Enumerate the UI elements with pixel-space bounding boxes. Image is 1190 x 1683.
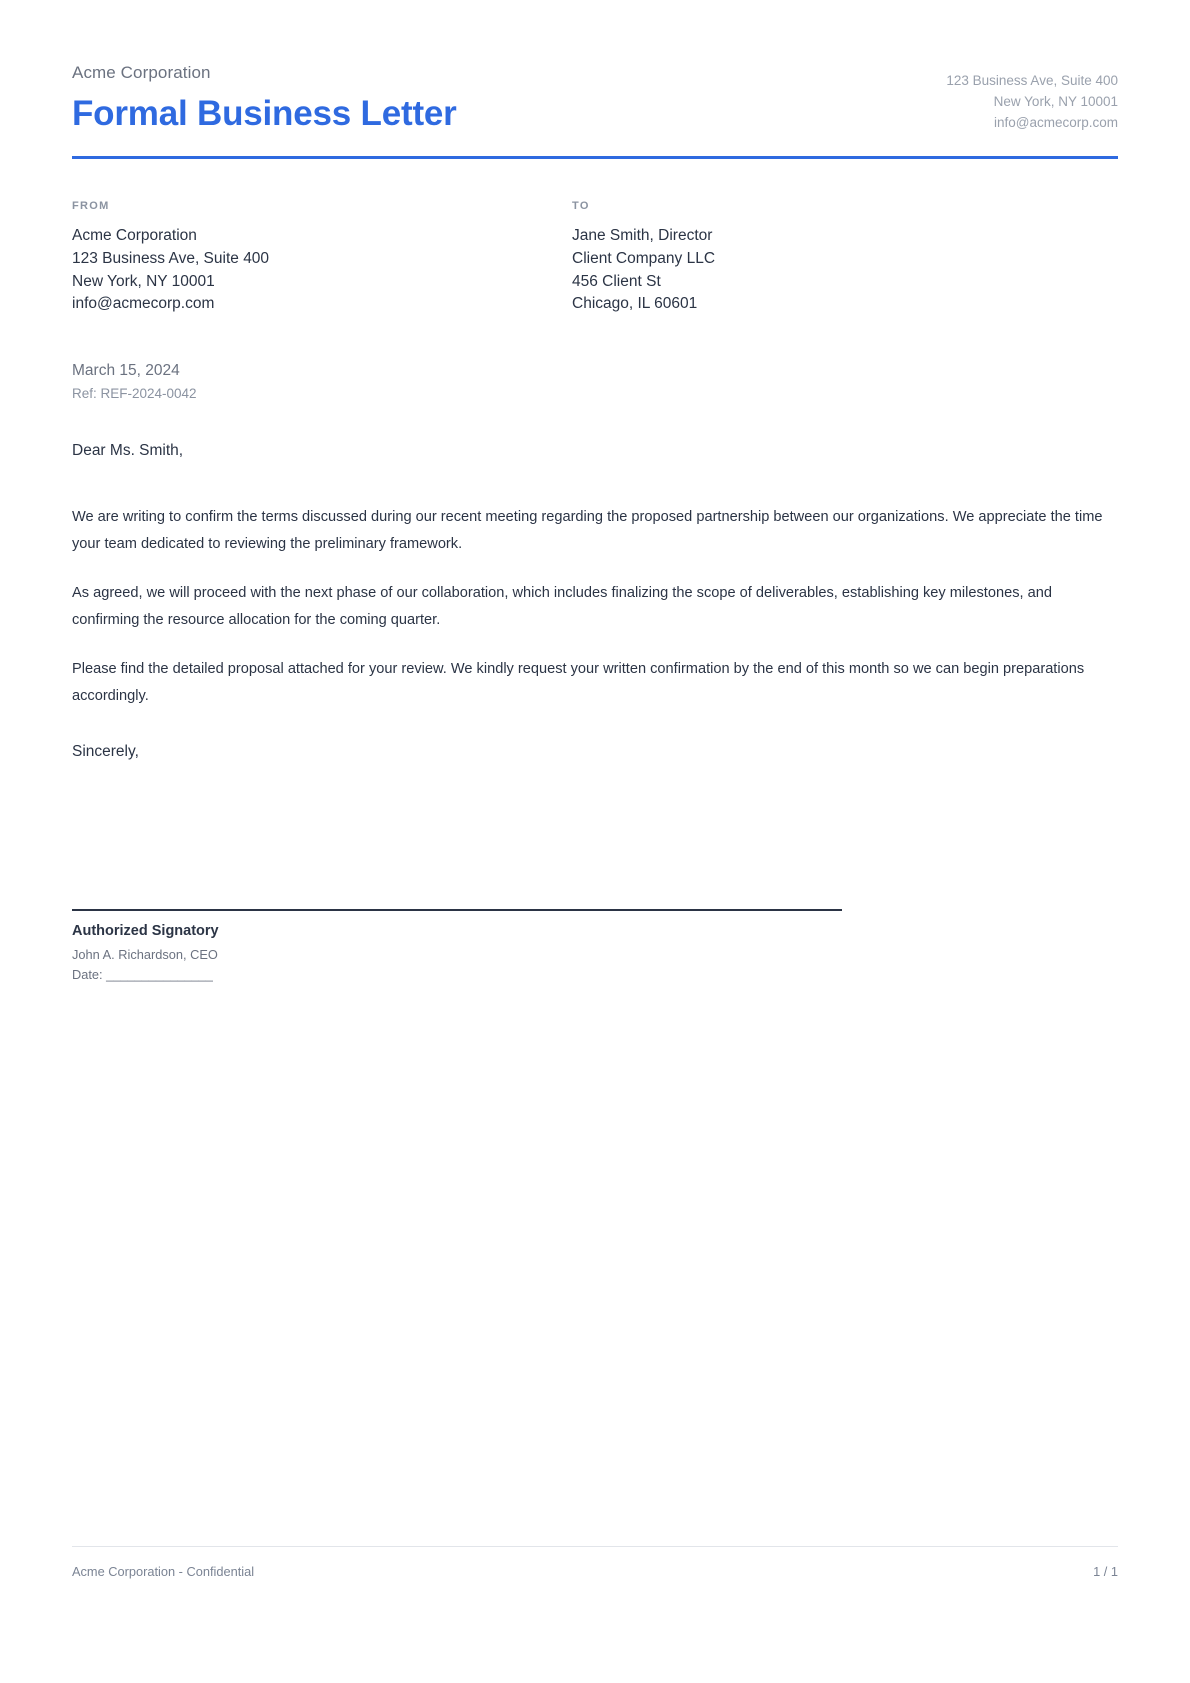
footer-confidentiality-notice: Acme Corporation - Confidential <box>72 1564 255 1579</box>
signatory-title: Authorized Signatory <box>72 922 219 939</box>
from-line: info@acmecorp.com <box>72 295 215 313</box>
letter-body <box>72 504 1118 710</box>
date-reference-block <box>72 359 1118 405</box>
to-address-block <box>572 200 1072 316</box>
closing-salutation: Sincerely, <box>72 742 139 760</box>
page-title: Formal Business Letter <box>72 94 457 134</box>
from-line: 123 Business Ave, Suite 400 <box>72 250 270 268</box>
body-paragraph: Please find the detailed proposal attached for your review. We kindly request your written confirmation by the end of this month so we can begin preparations accordingly. <box>72 661 1085 704</box>
document-footer <box>72 1546 1118 1579</box>
to-line: Client Company LLC <box>572 250 716 268</box>
to-line: 456 Client St <box>572 272 661 290</box>
header-contact-city: New York, NY 10001 <box>993 93 1118 109</box>
address-row <box>72 200 1118 316</box>
footer-row <box>72 1547 1118 1579</box>
signature-block <box>72 909 1118 984</box>
body-paragraph: As agreed, we will proceed with the next phase of our collaboration, which includes finalizing the scope of deliverables, establishing key milestones, and confirming the resource allocation for the coming quarter. <box>72 585 1052 629</box>
organization-name: Acme Corporation <box>72 63 211 82</box>
body-paragraph: We are writing to confirm the terms discussed during our recent meeting regarding the proposed partnership between our organizations. We appreciate the time your team dedicated to reviewing the preliminary framework. <box>72 509 1103 553</box>
from-line: Acme Corporation <box>72 227 197 245</box>
header-contact-address: 123 Business Ave, Suite 400 <box>946 73 1118 88</box>
from-line: New York, NY 10001 <box>72 272 215 290</box>
page-number: 1 / 1 <box>1093 1564 1118 1579</box>
letter-date: March 15, 2024 <box>72 361 180 379</box>
header-divider <box>72 156 1118 159</box>
salutation: Dear Ms. Smith, <box>72 442 184 460</box>
to-line: Jane Smith, Director <box>572 227 713 245</box>
from-address-block <box>72 200 572 316</box>
document-header <box>72 0 1118 134</box>
header-title-group <box>72 62 457 134</box>
letter-reference: Ref: REF-2024-0042 <box>72 386 197 402</box>
header-contact-email: info@acmecorp.com <box>994 114 1118 130</box>
from-label: FROM <box>72 200 110 213</box>
to-line: Chicago, IL 60601 <box>572 295 698 313</box>
signature-line <box>72 909 842 911</box>
to-label: TO <box>572 200 590 213</box>
header-contact-block <box>946 62 1118 134</box>
signatory-name: John A. Richardson, CEO <box>72 946 218 962</box>
signature-date-field: Date: _______________ <box>72 966 213 982</box>
